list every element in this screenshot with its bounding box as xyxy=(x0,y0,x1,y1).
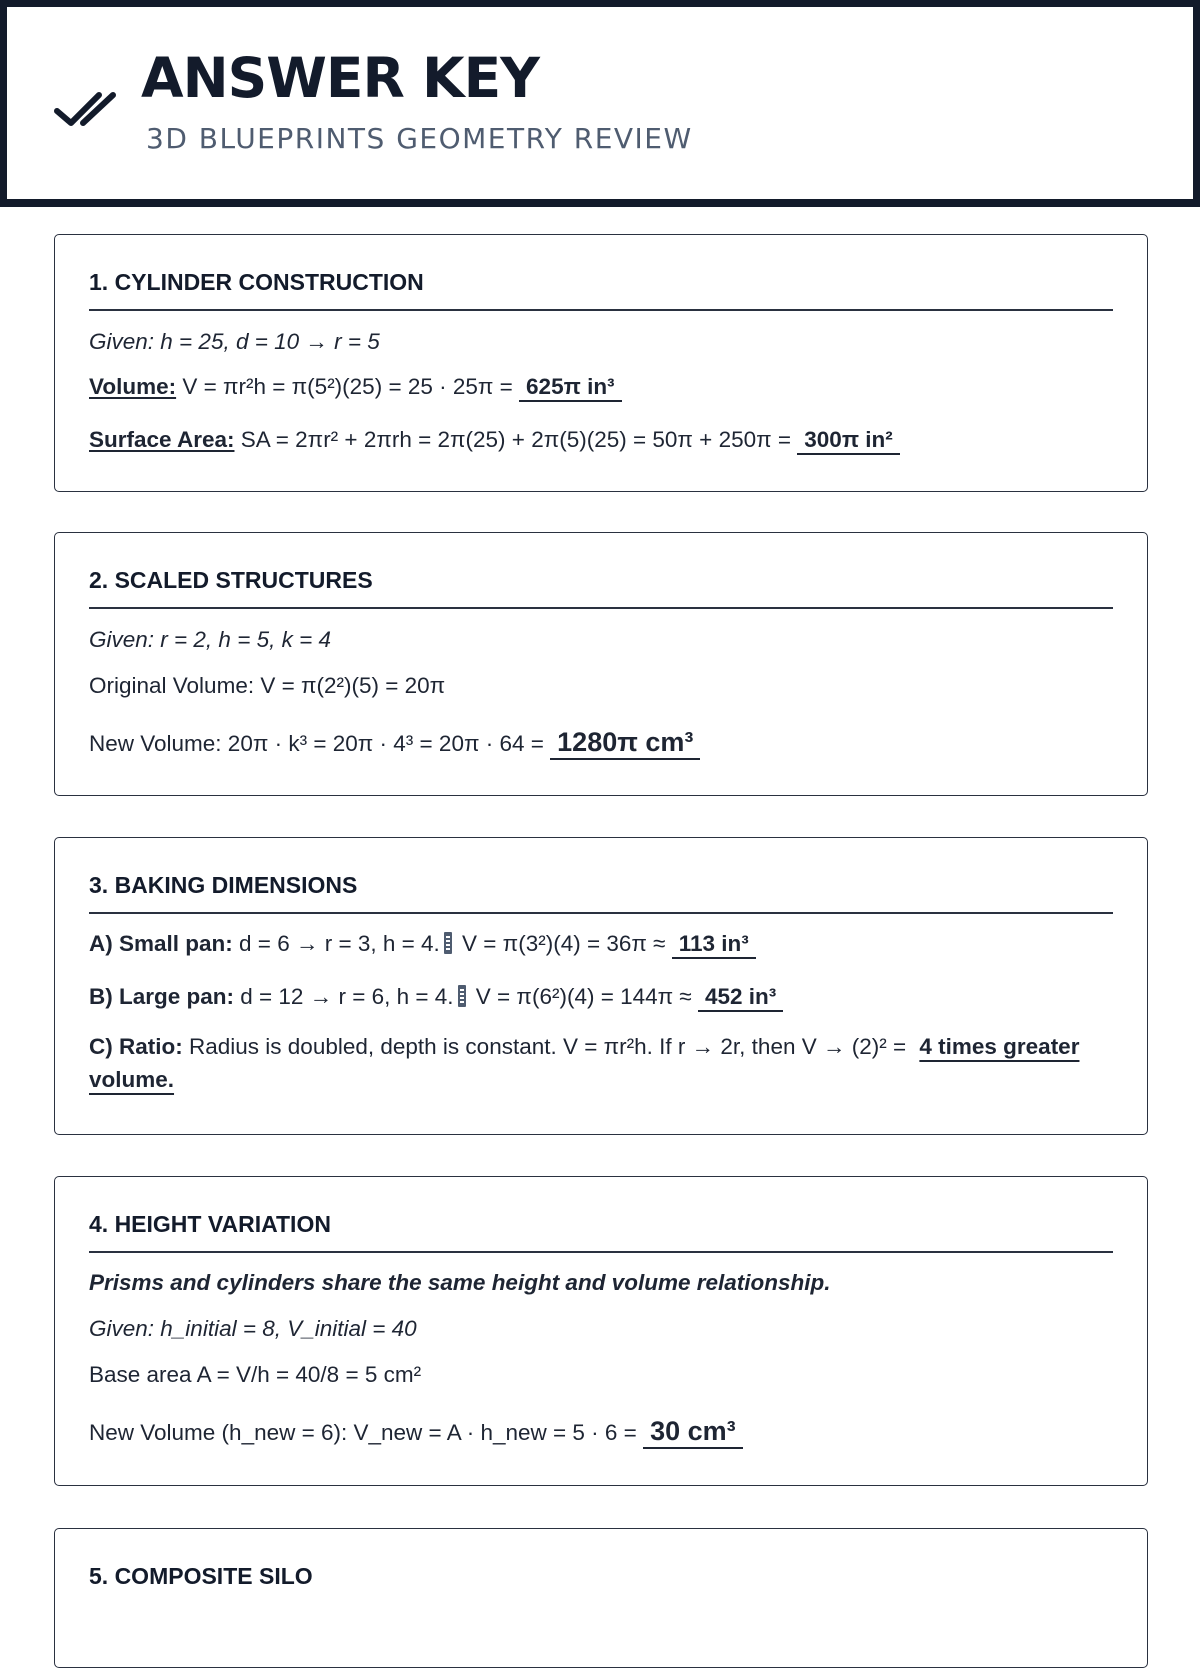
separator-icon xyxy=(444,932,452,954)
section-title: 4. HEIGHT VARIATION xyxy=(89,1211,331,1237)
section-title: 1. CYLINDER CONSTRUCTION xyxy=(89,269,424,295)
ratio-label: C) Ratio: xyxy=(89,1034,183,1059)
surface-area-label: Surface Area: xyxy=(89,427,235,452)
small-pan-line xyxy=(89,932,1113,956)
section-title: 3. BAKING DIMENSIONS xyxy=(89,872,358,898)
section-divider xyxy=(89,309,1113,311)
large-pan-work: V = π(6²)(4) = 144π ≈ xyxy=(469,984,699,1009)
double-check-icon xyxy=(51,85,123,135)
small-pan-work: V = π(3²)(4) = 36π ≈ xyxy=(455,931,672,956)
section-title: 2. SCALED STRUCTURES xyxy=(89,567,373,593)
given-line: Given: h = 25, d = 10 → r = 5 xyxy=(89,329,380,354)
small-pan-label: A) Small pan: xyxy=(89,931,233,956)
given-line: Given: h_initial = 8, V_initial = 40 xyxy=(89,1316,417,1341)
section-divider xyxy=(89,912,1113,914)
original-volume-line: Original Volume: V = π(2²)(5) = 20π xyxy=(89,673,446,698)
ratio-line xyxy=(89,1030,1113,1096)
section-title: 5. COMPOSITE SILO xyxy=(89,1563,313,1589)
section-cylinder-construction xyxy=(54,234,1148,492)
base-area-line: Base area A = V/h = 40/8 = 5 cm² xyxy=(89,1362,422,1387)
volume-label: Volume: xyxy=(89,374,177,399)
surface-area-line xyxy=(89,429,1113,452)
note-line: Prisms and cylinders share the same height and volume relationship. xyxy=(89,1270,831,1295)
new-volume-work: New Volume: 20π · k³ = 20π · 4³ = 20π · 64 = xyxy=(89,731,551,756)
section-divider xyxy=(89,1251,1113,1253)
section-scaled-structures xyxy=(54,532,1148,796)
section-baking-dimensions xyxy=(54,837,1148,1135)
large-pan-line xyxy=(89,985,1113,1009)
new-volume-line xyxy=(89,1418,1113,1445)
given-line: Given: r = 2, h = 5, k = 4 xyxy=(89,627,332,652)
page-title: ANSWER KEY xyxy=(141,46,539,110)
page-subtitle: 3D BLUEPRINTS GEOMETRY REVIEW xyxy=(146,122,693,155)
large-pan-label: B) Large pan: xyxy=(89,984,235,1009)
separator-icon xyxy=(458,985,466,1007)
surface-area-answer: 300π in² xyxy=(797,427,900,455)
small-pan-answer: 113 in³ xyxy=(672,931,756,959)
section-composite-silo xyxy=(54,1528,1148,1668)
volume-line xyxy=(89,376,1113,399)
volume-answer: 625π in³ xyxy=(519,374,622,402)
large-pan-given: d = 12 → r = 6, h = 4. xyxy=(234,984,454,1009)
surface-area-work: SA = 2πr² + 2πrh = 2π(25) + 2π(5)(25) = 50π + 250π = xyxy=(234,427,798,452)
section-divider xyxy=(89,607,1113,609)
small-pan-given: d = 6 → r = 3, h = 4. xyxy=(232,931,440,956)
section-height-variation xyxy=(54,1176,1148,1486)
new-volume-work: New Volume (h_new = 6): V_new = A · h_new = 5 · 6 = xyxy=(89,1420,644,1445)
ratio-work: Radius is doubled, depth is constant. V = πr²h. If r → 2r, then V → (2)² = xyxy=(182,1034,913,1059)
new-volume-answer: 1280π cm³ xyxy=(550,727,700,760)
answer-key-header xyxy=(0,0,1200,207)
ratio-answer: 4 times greater volume. xyxy=(89,1034,1080,1092)
large-pan-answer: 452 in³ xyxy=(698,984,783,1012)
new-volume-line xyxy=(89,729,1113,756)
new-volume-answer: 30 cm³ xyxy=(643,1416,743,1449)
volume-work: V = πr²h = π(5²)(25) = 25 · 25π = xyxy=(176,374,520,399)
